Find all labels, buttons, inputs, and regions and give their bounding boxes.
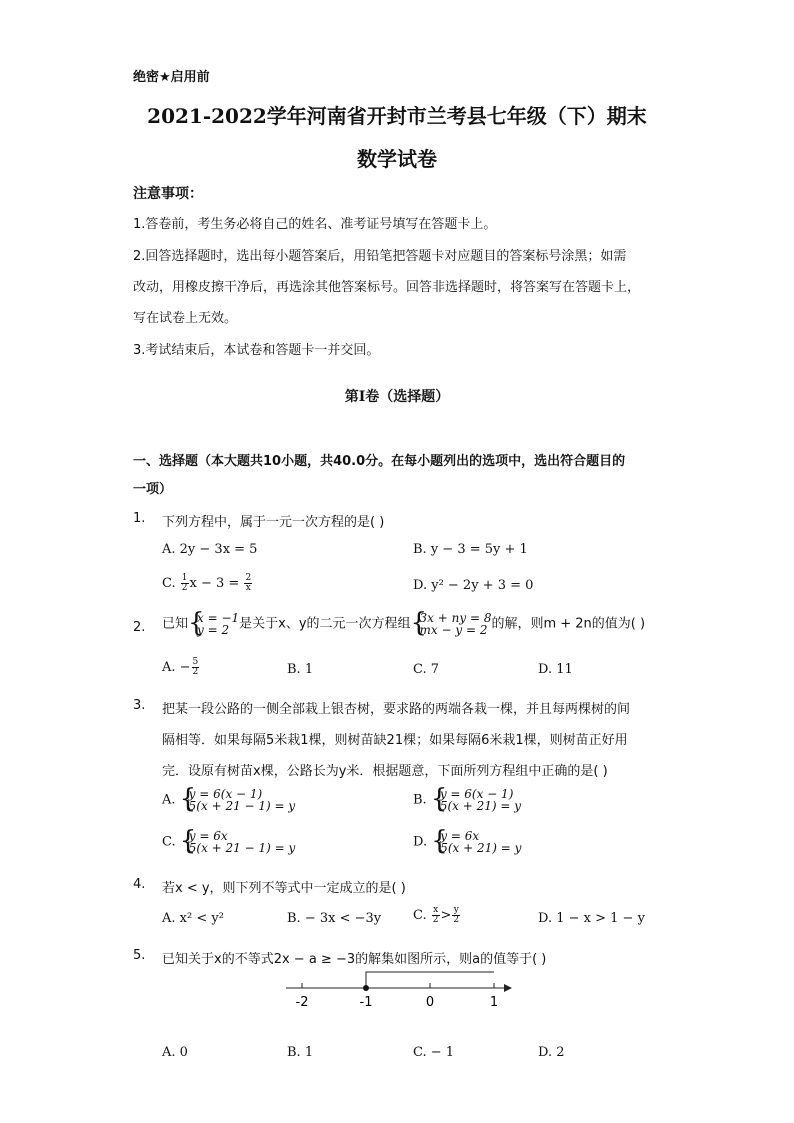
option-c xyxy=(162,574,253,593)
text-part: 已知 xyxy=(162,616,189,632)
option-b: B. 1 xyxy=(287,662,314,677)
option-label: C. xyxy=(413,908,427,923)
option-b: B. 1 xyxy=(287,1045,314,1060)
equation: 5(x + 21 − 1) = y xyxy=(188,799,296,813)
option-c: C. 7 xyxy=(413,662,440,677)
question-text: 隔相等．如果每隔5米栽1棵，则树苗缺21棵；如果每隔6米栽1棵，则树苗正好用 xyxy=(162,733,628,748)
note-line: 3.考试结束后，本试卷和答题卡一并交回。 xyxy=(133,343,380,358)
option-a: A. x² < y² xyxy=(162,911,224,926)
question-number: 3. xyxy=(133,698,146,713)
note-line: 1.答卷前，考生务必将自己的姓名、准考证号填写在答题卡上。 xyxy=(133,217,497,232)
equation: y = 6x xyxy=(440,829,480,843)
tick-label: 0 xyxy=(425,995,435,1010)
notes-heading: 注意事项： xyxy=(133,186,203,202)
option-label: A. xyxy=(162,792,176,808)
option-a xyxy=(162,784,296,814)
fraction xyxy=(181,574,189,593)
exam-title: 2021-2022学年河南省开封市兰考县七年级（下）期末 xyxy=(147,104,647,128)
arrow-icon xyxy=(504,984,512,992)
option-label: C. xyxy=(162,834,176,850)
option-d: D. y² − 2y + 3 = 0 xyxy=(413,578,534,593)
equation-system: { y = 6(x − 1) 5(x + 21) = y xyxy=(430,784,522,814)
solid-point xyxy=(363,985,369,991)
question-number: 2. xyxy=(133,620,146,635)
option-b: B. − 3x < −3y xyxy=(287,911,382,926)
note-line: 2.回答选择题时，选出每小题答案后，用铅笔把答题卡对应题目的答案标号涂黑；如需 xyxy=(133,249,627,264)
option-label: C. xyxy=(162,576,176,591)
note-line: 改动，用橡皮擦干净后，再选涂其他答案标号。回答非选择题时，将答案写在答题卡上， xyxy=(133,280,641,295)
denominator: 2 xyxy=(181,583,188,593)
question-text xyxy=(162,608,646,638)
option-c xyxy=(413,906,461,925)
fraction xyxy=(192,658,200,677)
question-text: 已知关于x的不等式2x − a ≥ −3的解集如图所示，则a的值等于( ) xyxy=(162,952,547,967)
option-label: D. xyxy=(413,834,428,850)
section-title: 第I卷（选择题） xyxy=(344,389,450,405)
equation: y = 6(x − 1) xyxy=(439,787,514,801)
fraction xyxy=(244,574,252,593)
option-a: A. 0 xyxy=(162,1045,188,1060)
question-number: 4. xyxy=(133,877,146,892)
equation: 5(x + 21) = y xyxy=(439,799,522,813)
question-text: 下列方程中，属于一元一次方程的是( ) xyxy=(162,515,385,530)
denominator: 2 xyxy=(192,667,199,677)
fraction xyxy=(432,906,440,925)
numerator: x xyxy=(433,905,439,915)
denominator: x xyxy=(245,583,251,593)
tick-label: -2 xyxy=(295,995,309,1010)
section1-instructions: 一、选择题（本大题共10小题，共40.0分。在每小题列出的选项中，选出符合题目的 xyxy=(133,454,626,469)
confidential-label: 绝密★启用前 xyxy=(133,70,210,85)
option-b xyxy=(413,784,522,814)
expression: x − 3 = xyxy=(189,576,240,591)
numerator: 1 xyxy=(181,573,188,583)
equation: y = 6(x − 1) xyxy=(188,787,263,801)
option-c: C. − 1 xyxy=(413,1045,455,1060)
note-line: 写在试卷上无效。 xyxy=(133,311,238,326)
option-label: A. − xyxy=(162,660,191,675)
option-c xyxy=(162,826,296,856)
equation: 5(x + 21 − 1) = y xyxy=(188,841,296,855)
option-d: D. 2 xyxy=(538,1045,565,1060)
equation: 3x + ny = 8 xyxy=(419,611,492,625)
question-text: 把某一段公路的一侧全部栽上银杏树，要求路的两端各栽一棵，并且每两棵树的间 xyxy=(162,702,631,717)
denominator: 2 xyxy=(453,915,460,925)
option-d: D. 11 xyxy=(538,662,573,677)
equation-system: { y = 6x 5(x + 21) = y xyxy=(431,826,522,856)
option-label: B. xyxy=(413,792,427,808)
equation: y = 6x xyxy=(188,829,228,843)
numerator: y xyxy=(453,905,459,915)
question-number: 5. xyxy=(133,948,146,963)
section1-instructions: 一项） xyxy=(133,482,173,497)
tick-label: -1 xyxy=(359,995,373,1010)
text-part: 是关于x、y的二元一次方程组 xyxy=(239,616,411,632)
number-line-figure xyxy=(280,966,520,1014)
equation-system: { y = 6x 5(x + 21 − 1) = y xyxy=(179,826,296,856)
option-d: D. 1 − x > 1 − y xyxy=(538,911,645,926)
equation-system: { 3x + ny = 8 mx − y = 2 xyxy=(410,608,492,638)
option-a: A. 2y − 3x = 5 xyxy=(162,542,258,557)
operator: > xyxy=(440,908,452,923)
option-d xyxy=(413,826,522,856)
question-number: 1. xyxy=(133,511,146,526)
denominator: 2 xyxy=(432,915,439,925)
exam-subtitle: 数学试卷 xyxy=(357,147,437,171)
text-part: 的解，则m + 2n的值为( ) xyxy=(491,616,646,632)
numerator: 2 xyxy=(245,573,252,583)
equation-system: { x = −1 y = 2 xyxy=(188,608,240,638)
question-text: 完．设原有树苗x棵，公路长为y米．根据题意，下面所列方程组中正确的是( ) xyxy=(162,764,608,779)
fraction xyxy=(452,906,460,925)
option-b: B. y − 3 = 5y + 1 xyxy=(413,542,528,557)
tick-label: 1 xyxy=(489,995,499,1010)
equation: mx − y = 2 xyxy=(419,623,488,637)
equation-system: { y = 6(x − 1) 5(x + 21 − 1) = y xyxy=(179,784,296,814)
option-a xyxy=(162,658,200,677)
question-text: 若x < y，则下列不等式中一定成立的是( ) xyxy=(162,881,406,896)
equation: y = 2 xyxy=(197,623,230,637)
equation: 5(x + 21) = y xyxy=(440,841,522,855)
numerator: 5 xyxy=(192,657,199,667)
equation: x = −1 xyxy=(197,611,240,625)
